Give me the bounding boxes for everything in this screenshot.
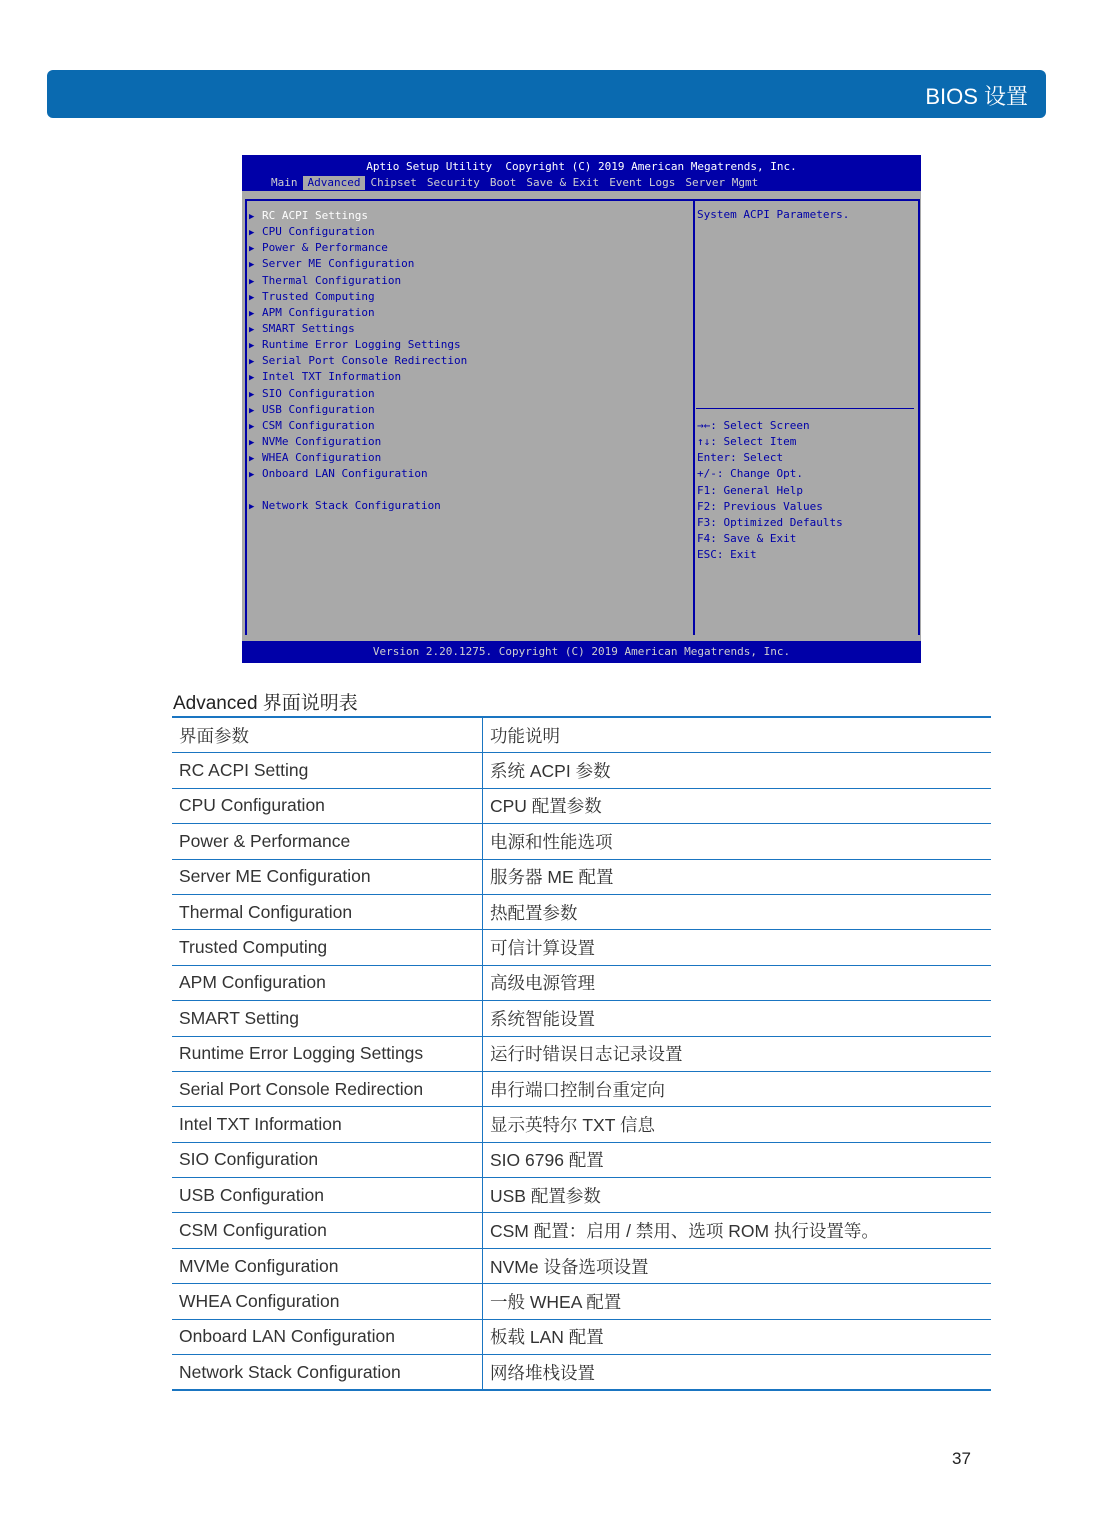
description-cell: SIO 6796 配置 (483, 1142, 992, 1177)
submenu-arrow-icon: ▶ (249, 357, 255, 368)
description-cell: 可信计算设置 (483, 930, 992, 965)
bios-menu-item[interactable] (249, 498, 467, 514)
table-row (172, 824, 991, 859)
bios-menu-label: Onboard LAN Configuration (262, 467, 428, 481)
bios-menu-spacer (249, 482, 467, 498)
bios-menu-item[interactable] (249, 450, 467, 466)
table-row (172, 1355, 991, 1391)
submenu-arrow-icon: ▶ (249, 405, 255, 416)
description-cell: 电源和性能选项 (483, 824, 992, 859)
bios-menu-item[interactable] (249, 321, 467, 337)
header-banner (47, 70, 1046, 118)
parameter-cell: RC ACPI Setting (172, 753, 483, 788)
submenu-arrow-icon: ▶ (249, 276, 255, 287)
bios-menu-label: Power & Performance (262, 241, 388, 255)
table-row (172, 1248, 991, 1283)
submenu-arrow-icon: ▶ (249, 341, 255, 352)
parameter-cell: Network Stack Configuration (172, 1355, 483, 1391)
parameter-cell: USB Configuration (172, 1178, 483, 1213)
parameter-cell: Onboard LAN Configuration (172, 1319, 483, 1354)
bios-key-hint: ↑↓: Select Item (697, 435, 797, 449)
submenu-arrow-icon: ▶ (249, 308, 255, 319)
table-header-row (172, 717, 991, 753)
parameter-cell: Server ME Configuration (172, 859, 483, 894)
parameter-cell: SMART Setting (172, 1001, 483, 1036)
bios-menu-item[interactable] (249, 418, 467, 434)
table-caption: Advanced 界面说明表 (173, 693, 358, 714)
bios-menu-item[interactable] (249, 289, 467, 305)
bios-menu-item[interactable] (249, 256, 467, 272)
parameter-cell: SIO Configuration (172, 1142, 483, 1177)
bios-menu-label: Runtime Error Logging Settings (262, 338, 461, 352)
bios-menu-label: Serial Port Console Redirection (262, 354, 468, 368)
bios-tab-chipset[interactable]: Chipset (370, 176, 417, 189)
description-cell: 网络堆栈设置 (483, 1355, 992, 1391)
bios-help-divider (696, 408, 914, 409)
bios-key-hint: F2: Previous Values (697, 499, 823, 513)
table-row (172, 1319, 991, 1354)
bios-menu-label: WHEA Configuration (262, 451, 382, 465)
submenu-arrow-icon: ▶ (249, 260, 255, 271)
submenu-arrow-icon: ▶ (249, 421, 255, 432)
description-cell: CSM 配置：启用 / 禁用、选项 ROM 执行设置等。 (483, 1213, 992, 1248)
submenu-arrow-icon: ▶ (249, 502, 255, 513)
bios-menu-item[interactable] (249, 353, 467, 369)
bios-menu-label: USB Configuration (262, 402, 375, 416)
submenu-arrow-icon: ▶ (249, 244, 255, 255)
table-row (172, 753, 991, 788)
bios-menu-item[interactable] (249, 369, 467, 385)
bios-help-text: System ACPI Parameters. (697, 208, 850, 221)
description-cell: 高级电源管理 (483, 965, 992, 1000)
bios-tab-security[interactable]: Security (426, 176, 480, 189)
bios-menu-item[interactable] (249, 224, 467, 240)
description-cell: 服务器 ME 配置 (483, 859, 992, 894)
parameter-cell: APM Configuration (172, 965, 483, 1000)
header-title: BIOS 设置 (925, 84, 1028, 109)
bios-tab-save-exit[interactable]: Save & Exit (526, 176, 600, 189)
table-row (172, 859, 991, 894)
submenu-arrow-icon: ▶ (249, 373, 255, 384)
table-row (172, 788, 991, 823)
bios-menu-item[interactable] (249, 305, 467, 321)
page-number: 37 (952, 1449, 971, 1468)
table-row (172, 1107, 991, 1142)
bios-help-panel (693, 199, 920, 635)
submenu-arrow-icon: ▶ (249, 228, 255, 239)
submenu-arrow-icon: ▶ (249, 454, 255, 465)
parameter-cell: Serial Port Console Redirection (172, 1071, 483, 1106)
parameter-cell: Runtime Error Logging Settings (172, 1036, 483, 1071)
description-cell: 串行端口控制台重定向 (483, 1071, 992, 1106)
bios-title: Aptio Setup Utility Copyright (C) 2019 American Megatrends, Inc. (366, 160, 797, 173)
table-row (172, 1036, 991, 1071)
description-cell: 系统智能设置 (483, 1001, 992, 1036)
submenu-arrow-icon: ▶ (249, 437, 255, 448)
submenu-arrow-icon: ▶ (249, 324, 255, 335)
bios-tab-bar (266, 176, 763, 190)
bios-menu-item[interactable] (249, 402, 467, 418)
parameter-cell: CSM Configuration (172, 1213, 483, 1248)
description-cell: 显示英特尔 TXT 信息 (483, 1107, 992, 1142)
description-cell: NVMe 设备选项设置 (483, 1248, 992, 1283)
parameter-cell: CPU Configuration (172, 788, 483, 823)
bios-menu-label: Trusted Computing (262, 289, 375, 303)
bios-menu-label: Thermal Configuration (262, 273, 402, 287)
submenu-arrow-icon: ▶ (249, 292, 255, 303)
table-row (172, 1213, 991, 1248)
parameter-cell: WHEA Configuration (172, 1284, 483, 1319)
description-cell: USB 配置参数 (483, 1178, 992, 1213)
bios-tab-event-logs[interactable]: Event Logs (609, 176, 676, 189)
submenu-arrow-icon: ▶ (249, 470, 255, 481)
table-row (172, 894, 991, 929)
bios-status-bar (242, 641, 921, 663)
bios-menu-item[interactable] (249, 466, 467, 482)
bios-key-hint: ESC: Exit (697, 548, 757, 562)
bios-key-hint: F4: Save & Exit (697, 531, 797, 545)
bios-key-hint: +/-: Change Opt. (697, 467, 803, 481)
table-row (172, 1001, 991, 1036)
advanced-parameter-table (172, 716, 991, 1391)
parameter-cell: Power & Performance (172, 824, 483, 859)
bios-menu-item[interactable] (249, 240, 467, 256)
description-cell: 一般 WHEA 配置 (483, 1284, 992, 1319)
parameter-cell: 界面参数 (172, 717, 483, 753)
description-cell: 系统 ACPI 参数 (483, 753, 992, 788)
parameter-cell: Thermal Configuration (172, 894, 483, 929)
description-cell: CPU 配置参数 (483, 788, 992, 823)
bios-menu-item[interactable] (249, 208, 467, 224)
bios-menu-item[interactable] (249, 337, 467, 353)
table-row (172, 1142, 991, 1177)
bios-menu-label: CSM Configuration (262, 418, 375, 432)
parameter-cell: MVMe Configuration (172, 1248, 483, 1283)
bios-key-hint: F3: Optimized Defaults (697, 515, 843, 529)
description-cell: 板载 LAN 配置 (483, 1319, 992, 1354)
bios-menu-label: SMART Settings (262, 321, 355, 335)
bios-menu-label: Server ME Configuration (262, 257, 415, 271)
bios-tab-main[interactable]: Main (271, 176, 298, 189)
submenu-arrow-icon: ▶ (249, 212, 255, 222)
bios-key-legend (697, 418, 843, 563)
table-row (172, 1071, 991, 1106)
bios-menu-label: SIO Configuration (262, 386, 375, 400)
bios-menu-list (249, 208, 467, 515)
table-row (172, 930, 991, 965)
table-row (172, 1284, 991, 1319)
bios-menu-label: NVMe Configuration (262, 434, 382, 448)
bios-menu-label: Intel TXT Information (262, 370, 402, 384)
bios-version: Version 2.20.1275. Copyright (C) 2019 American Megatrends, Inc. (372, 645, 791, 658)
bios-tab-boot[interactable]: Boot (489, 176, 517, 189)
description-cell: 运行时错误日志记录设置 (483, 1036, 992, 1071)
bios-menu-item[interactable] (249, 273, 467, 289)
bios-key-hint: F1: General Help (697, 483, 803, 497)
table-row (172, 1178, 991, 1213)
bios-title-bar (242, 155, 921, 191)
bios-menu-label: Network Stack Configuration (262, 499, 441, 513)
table-row (172, 965, 991, 1000)
parameter-cell: Trusted Computing (172, 930, 483, 965)
bios-tab-advanced[interactable]: Advanced (303, 176, 366, 190)
bios-menu-item[interactable] (249, 386, 467, 402)
bios-screenshot (242, 155, 921, 663)
bios-key-hint: Enter: Select (697, 451, 784, 465)
description-cell: 功能说明 (483, 717, 992, 753)
bios-tab-server-mgmt[interactable]: Server Mgmt (685, 176, 759, 189)
submenu-arrow-icon: ▶ (249, 389, 255, 400)
bios-key-hint: →←: Select Screen (697, 419, 810, 432)
bios-menu-label: APM Configuration (262, 305, 375, 319)
bios-menu-item[interactable] (249, 434, 467, 450)
bios-menu-label: CPU Configuration (262, 225, 375, 239)
description-cell: 热配置参数 (483, 894, 992, 929)
bios-menu-label: RC ACPI Settings (262, 209, 368, 222)
parameter-cell: Intel TXT Information (172, 1107, 483, 1142)
